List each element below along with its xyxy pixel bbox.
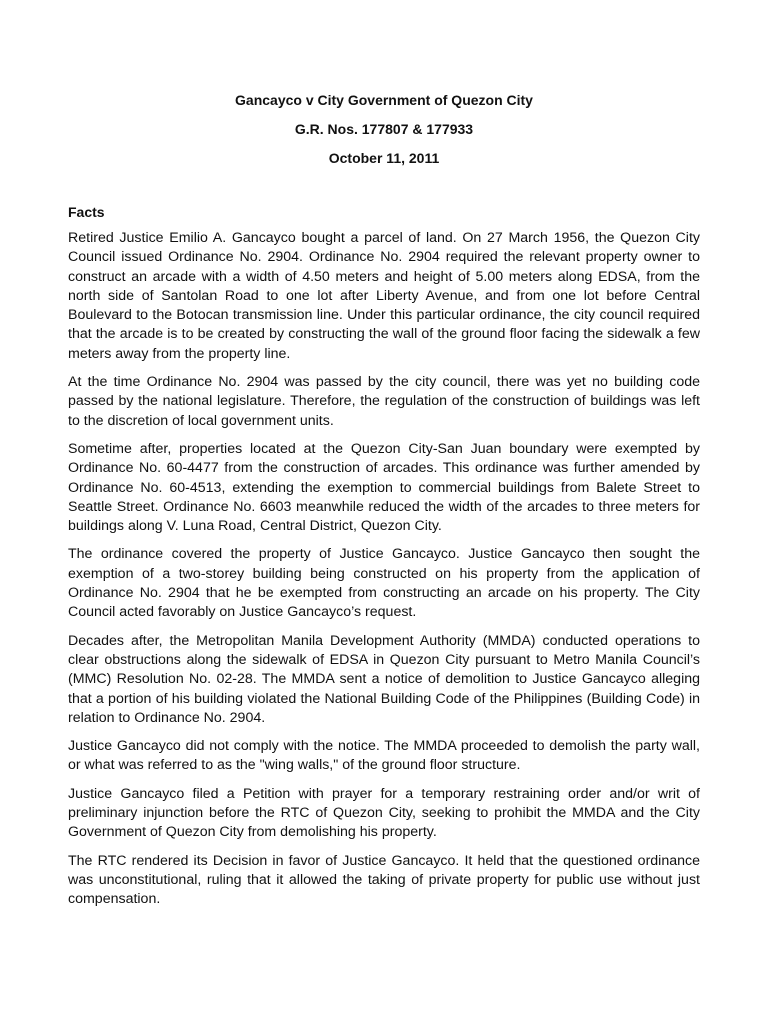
facts-paragraph: Sometime after, properties located at the Quezon City-San Juan boundary were exempted by Ordinance No. 60-4477 from the construction of arcades. This ordinance was further amended by Ordinance No. 60-4513, extending the exemption to commercial buildings from Balete Street to Seattle Street. Ordinance No. 6603 meanwhile reduced the width of the arcades to three meters for buildings along V. Luna Road, Central District, Quezon City. [68,440,700,535]
facts-paragraph: Retired Justice Emilio A. Gancayco bought a parcel of land. On 27 March 1956, the Quezon City Council issued Ordinance No. 2904. Ordinance No. 2904 required the relevant property owner to construct an arcade with a width of 4.50 meters and height of 5.00 meters along EDSA, from the north side of Santolan Road to one lot after Liberty Avenue, and from one lot before Central Boulevard to the Botocan transmission line. Under this particular ordinance, the city council required that the arcade is to be created by constructing the wall of the ground floor facing the sidewalk a few meters away from the property line. [68,230,700,362]
facts-paragraph: Justice Gancayco filed a Petition with prayer for a temporary restraining order and/or writ of preliminary injunction before the RTC of Quezon City, seeking to prohibit the MMDA and the City Government of Quezon City from demolishing his property. [68,785,700,841]
facts-body [68,229,700,910]
facts-paragraph: Justice Gancayco did not comply with the notice. The MMDA proceeded to demolish the party wall, or what was referred to as the "wing walls," of the ground floor structure. [68,738,700,774]
document-page [68,92,700,919]
facts-paragraph: The ordinance covered the property of Justice Gancayco. Justice Gancayco then sought the exemption of a two-storey building being constructed on his property from the application of Ordinance No. 2904 that he be exempted from constructing an arcade on his property. The City Council acted favorably on Justice Gancayco’s request. [68,546,700,621]
facts-paragraph: The RTC rendered its Decision in favor of Justice Gancayco. It held that the questioned ordinance was unconstitutional, ruling that it allowed the taking of private property for public use without just compensation. [68,852,700,908]
facts-paragraph: At the time Ordinance No. 2904 was passed by the city council, there was yet no building code passed by the national legislature. Therefore, the regulation of the construction of buildings was left to the discretion of local government units. [68,374,700,429]
case-header [68,92,700,167]
gr-number: G.R. Nos. 177807 & 177933 [294,121,474,137]
case-title: Gancayco v City Government of Quezon City [235,92,533,108]
facts-heading: Facts [68,204,105,220]
facts-paragraph: Decades after, the Metropolitan Manila Development Authority (MMDA) conducted operations to clear obstructions along the sidewalk of EDSA in Quezon City pursuant to Metro Manila Council’s (MMC) Resolution No. 02-28. The MMDA sent a notice of demolition to Justice Gancayco alleging that a portion of his building violated the National Building Code of the Philippines (Building Code) in relation to Ordinance No. 2904. [68,632,700,726]
decision-date: October 11, 2011 [328,150,440,166]
